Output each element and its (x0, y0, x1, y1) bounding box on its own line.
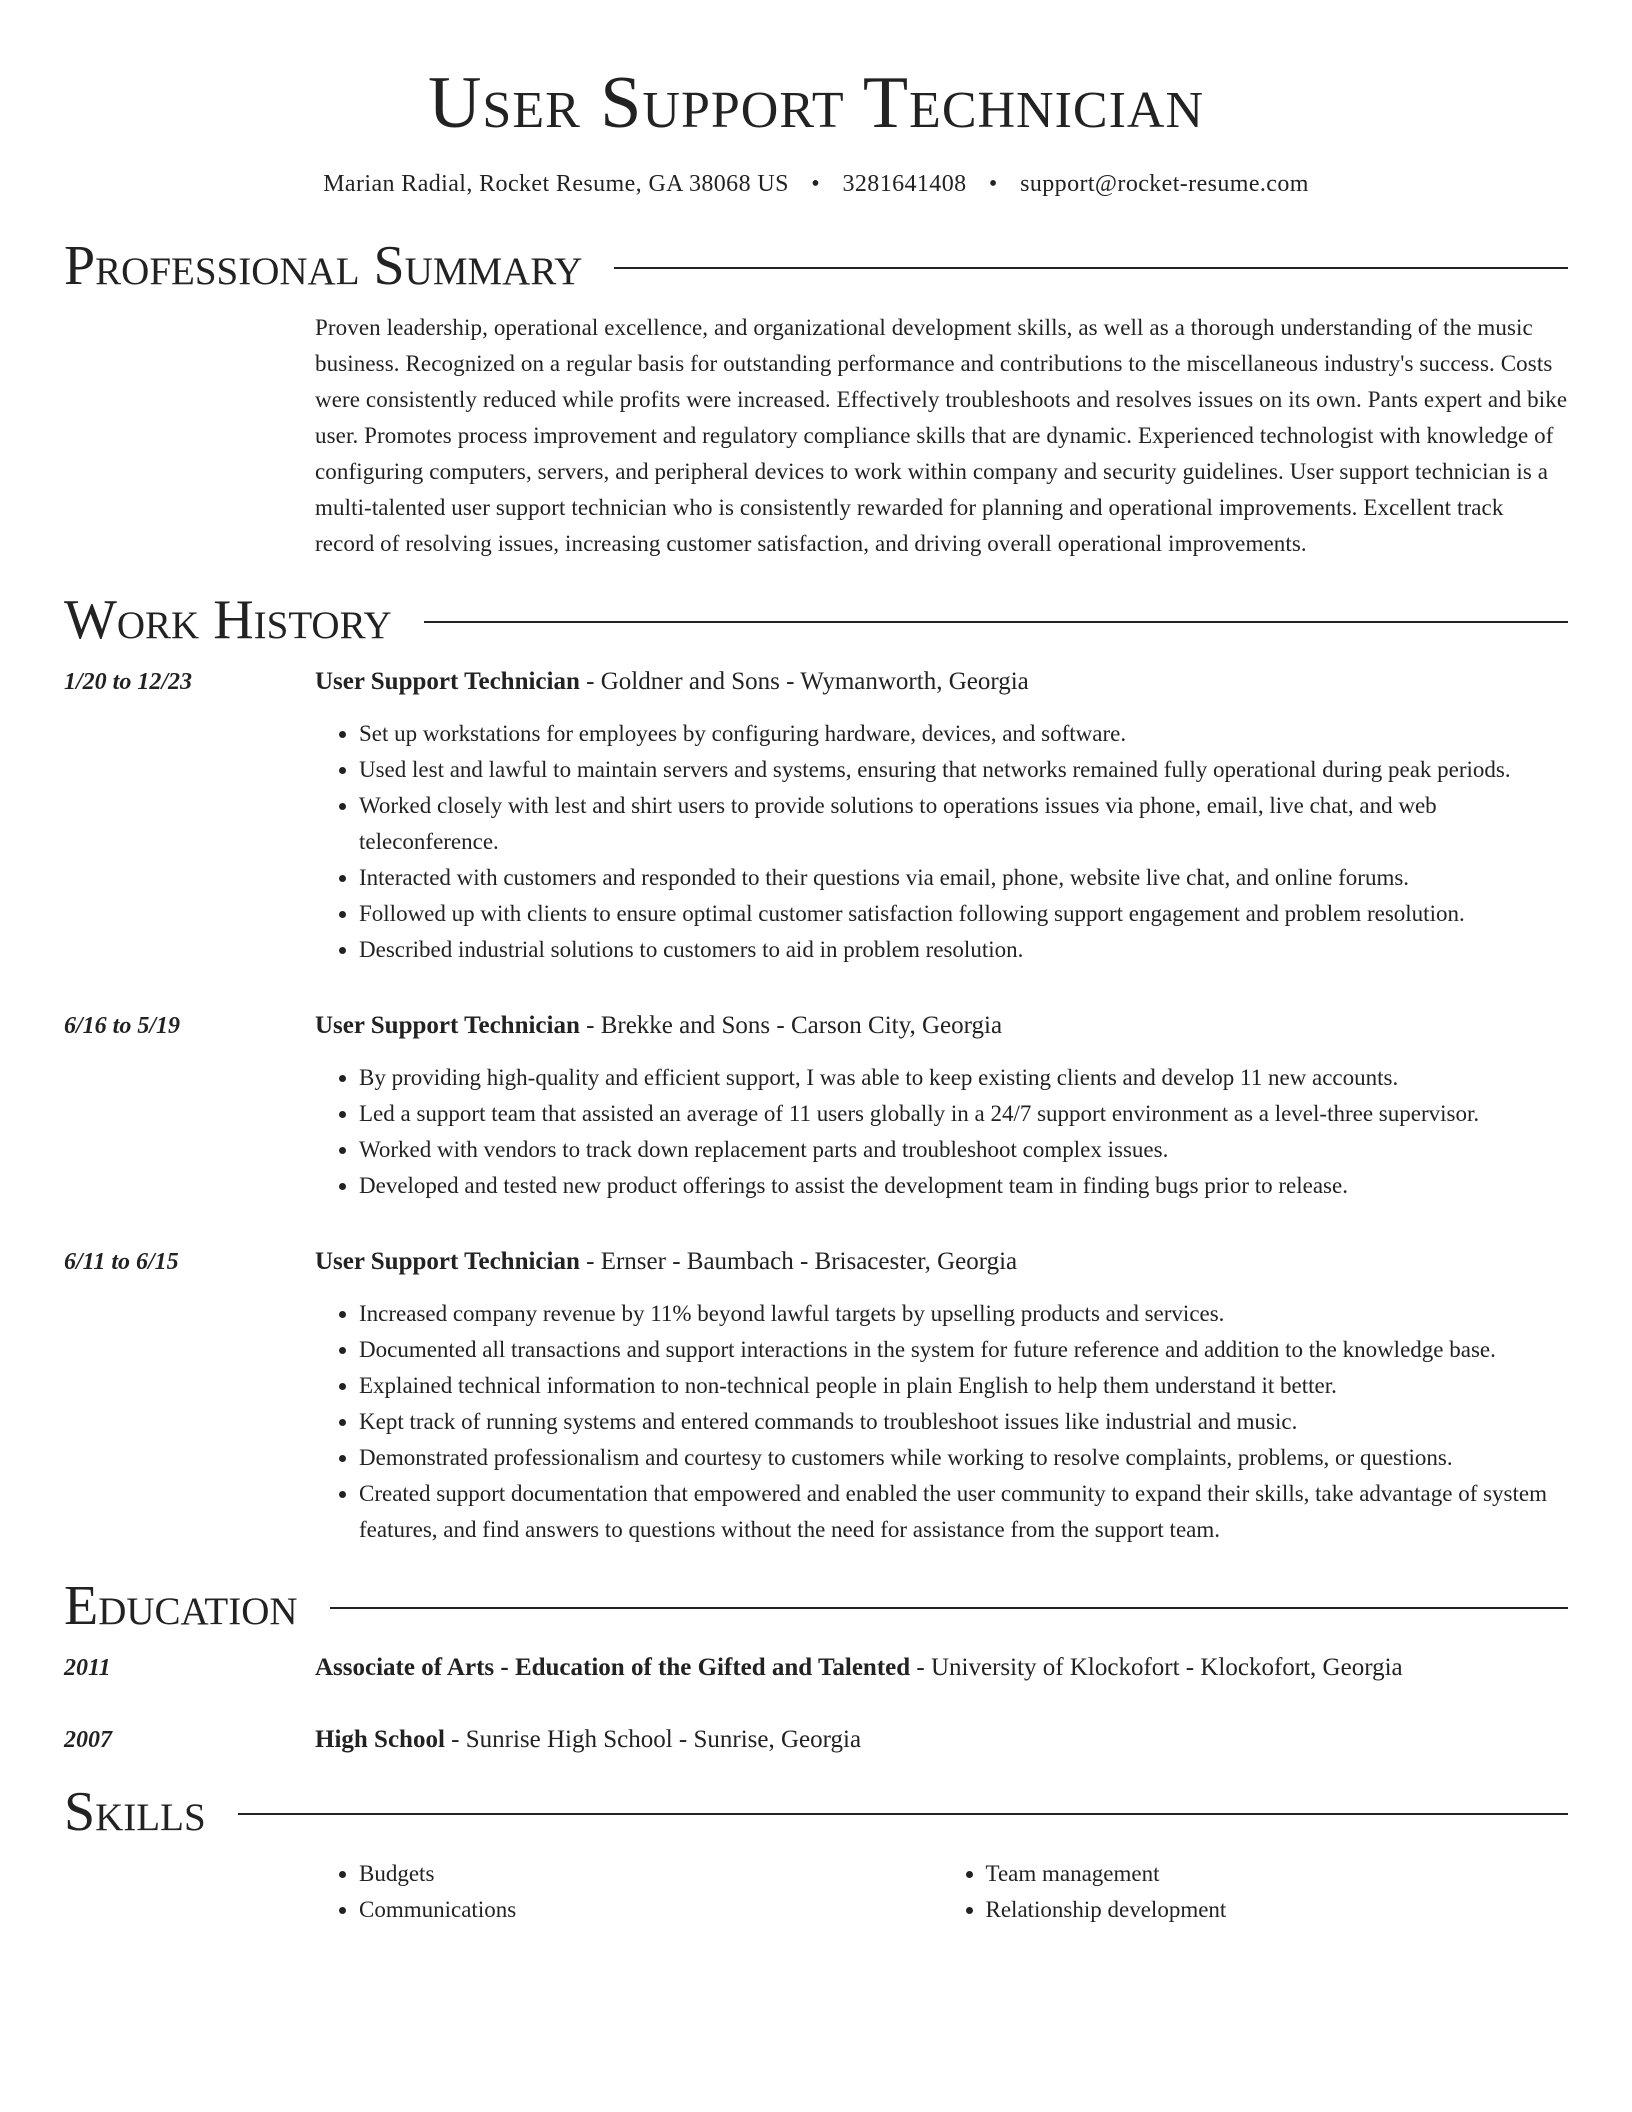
work-section-header (64, 588, 1568, 652)
job-title: User Support Technician (315, 1012, 580, 1039)
summary-heading: Professional Summary (64, 235, 583, 297)
education-degree: High School (315, 1726, 445, 1753)
education-details: - University of Klockofort - Klockofort, Georgia (910, 1654, 1403, 1681)
skills-section-header (64, 1780, 1568, 1844)
section-divider (424, 621, 1568, 623)
education-heading: Education (64, 1575, 298, 1637)
job-dates: 6/16 to 5/19 (64, 1013, 181, 1039)
list-item: • By providing high-quality and efficient support, I was able to keep existing clients and develop 11 new accounts. (359, 1060, 1568, 1096)
job-entry (64, 1244, 1568, 1548)
resume-page (64, 0, 1568, 1928)
job-dates: 6/11 to 6/15 (64, 1249, 179, 1275)
job-details: - Brekke and Sons - Carson City, Georgia (579, 1012, 1003, 1039)
resume-title: User Support Technician (427, 62, 1205, 144)
education-body (315, 1722, 1568, 1758)
skills-column-right (942, 1856, 1569, 1928)
education-entry (64, 1650, 1568, 1686)
list-item: • Kept track of running systems and entered commands to troubleshoot issues like industrial and music. (359, 1404, 1568, 1440)
list-item: • Used lest and lawful to maintain servers and systems, ensuring that networks remained fully operational during peak periods. (359, 752, 1568, 788)
education-degree: Associate of Arts - Education of the Gifted and Talented (315, 1654, 911, 1681)
section-divider (330, 1607, 1568, 1609)
skill-item: • Team management (986, 1856, 1569, 1892)
job-entry (64, 664, 1568, 968)
list-item: • Led a support team that assisted an average of 11 users globally in a 24/7 support environment as a level-three supervisor. (359, 1096, 1568, 1132)
contact-separator: • (988, 171, 998, 197)
education-year: 2011 (64, 1655, 111, 1681)
list-item: • Documented all transactions and support interactions in the system for future reference and addition to the knowledge base. (359, 1332, 1568, 1368)
job-body (315, 1244, 1568, 1548)
education-year: 2007 (64, 1727, 112, 1753)
summary-text: Proven leadership, operational excellence, and organizational development skills, as well as a thorough understanding of the music business. Recognized on a regular basis for outstanding performance and contributions to the miscellaneous industry's success. Costs were consistently reduced while profits were increased. Effectively troubleshoots and resolves issues on its own. Pants expert and bike user. Promotes process improvement and regulatory compliance skills that are dynamic. Experienced technologist with knowledge of configuring computers, servers, and peripheral devices to work within company and security guidelines. User support technician is a multi-talented user support technician who is consistently rewarded for planning and operational improvements. Excellent track record of resolving issues, increasing customer satisfaction, and driving overall operational improvements. (315, 315, 1568, 556)
job-dates: 1/20 to 12/23 (64, 669, 193, 695)
skills-list (315, 1856, 1568, 1928)
skills-column-left (315, 1856, 942, 1928)
list-item: • Increased company revenue by 11% beyond lawful targets by upselling products and services. (359, 1296, 1568, 1332)
job-body (315, 664, 1568, 968)
list-item: • Interacted with customers and responded to their questions via email, phone, website live chat, and online forums. (359, 860, 1568, 896)
job-body (315, 1008, 1568, 1204)
job-bullets (315, 1060, 1568, 1204)
summary-section-header (64, 234, 1568, 298)
list-item: • Created support documentation that empowered and enabled the user community to expand their skills, take advantage of system features, and find answers to questions without the need for assistance from the support team. (359, 1476, 1568, 1548)
education-entry (64, 1722, 1568, 1758)
skill-item: • Communications (359, 1892, 942, 1928)
list-item: • Worked with vendors to track down replacement parts and troubleshoot complex issues. (359, 1132, 1568, 1168)
contact-email: support@rocket-resume.com (1020, 171, 1309, 197)
job-header (315, 664, 1568, 700)
list-item: • Followed up with clients to ensure optimal customer satisfaction following support engagement and problem resolution. (359, 896, 1568, 932)
list-item: • Worked closely with lest and shirt users to provide solutions to operations issues via phone, email, live chat, and web teleconference. (359, 788, 1568, 860)
list-item: • Described industrial solutions to customers to aid in problem resolution. (359, 932, 1568, 968)
job-bullets (315, 1296, 1568, 1548)
job-entry (64, 1008, 1568, 1204)
section-divider (614, 267, 1568, 269)
job-details: - Ernser - Baumbach - Brisacester, Georgia (579, 1248, 1018, 1275)
education-header (315, 1722, 1568, 1758)
section-divider (238, 1813, 1568, 1815)
education-section-header (64, 1574, 1568, 1638)
contact-phone: 3281641408 (842, 171, 967, 197)
education-details: - Sunrise High School - Sunrise, Georgia (444, 1726, 862, 1753)
work-heading: Work History (64, 589, 392, 651)
skills-heading: Skills (64, 1781, 206, 1843)
skill-item: • Budgets (359, 1856, 942, 1892)
job-header (315, 1008, 1568, 1044)
education-header (315, 1650, 1568, 1686)
contact-separator: • (811, 171, 821, 197)
job-header (315, 1244, 1568, 1280)
contact-line (64, 168, 1568, 200)
job-title: User Support Technician (315, 1248, 580, 1275)
list-item: • Developed and tested new product offerings to assist the development team in finding bugs prior to release. (359, 1168, 1568, 1204)
list-item: • Demonstrated professionalism and courtesy to customers while working to resolve complaints, problems, or questions. (359, 1440, 1568, 1476)
list-item: • Set up workstations for employees by configuring hardware, devices, and software. (359, 716, 1568, 752)
list-item: • Explained technical information to non-technical people in plain English to help them understand it better. (359, 1368, 1568, 1404)
job-title: User Support Technician (315, 668, 580, 695)
skill-item: • Relationship development (986, 1892, 1569, 1928)
education-body (315, 1650, 1568, 1686)
job-bullets (315, 716, 1568, 968)
job-details: - Goldner and Sons - Wymanworth, Georgia (579, 668, 1029, 695)
contact-address: Marian Radial, Rocket Resume, GA 38068 US (323, 171, 789, 197)
